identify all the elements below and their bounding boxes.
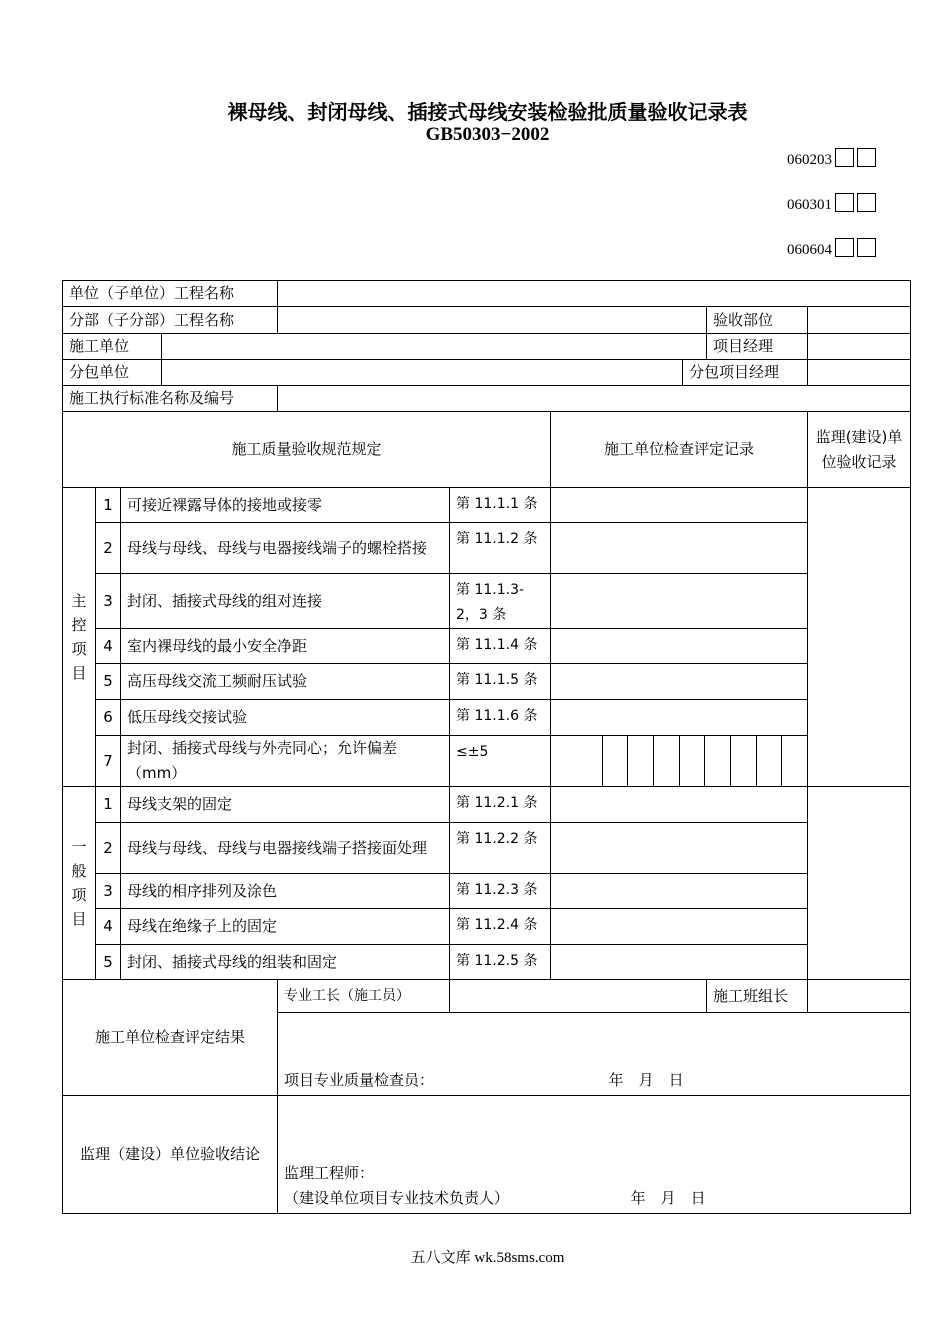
page-title: 裸母线、封闭母线、插接式母线安装检验批质量验收记录表 xyxy=(227,100,748,124)
item-text: 封闭、插接式母线的组装和固定 xyxy=(121,945,450,980)
main-items-label: 主控项目 xyxy=(63,488,96,787)
inspection-record-table xyxy=(62,280,911,1214)
check-record-column-header: 施工单位检查评定记录 xyxy=(551,412,808,488)
unit-project-field[interactable] xyxy=(278,281,911,307)
measurement-cell[interactable] xyxy=(577,736,602,786)
row-number: 3 xyxy=(96,574,121,629)
measurement-cell[interactable] xyxy=(627,736,653,786)
item-clause: 第 11.1.6 条 xyxy=(450,700,551,736)
item-text: 封闭、插接式母线与外壳同心；允许偏差（mm） xyxy=(121,736,450,787)
inspector-label: 项目专业质量检查员： xyxy=(284,1071,435,1089)
conclusion-label: 监理（建设）单位验收结论 xyxy=(63,1096,278,1214)
item-clause: 第 11.2.1 条 xyxy=(450,787,551,823)
spec-column-header: 施工质量验收规范规定 xyxy=(63,412,551,488)
check-record-cell[interactable] xyxy=(551,823,808,874)
checkbox[interactable] xyxy=(857,238,876,257)
construction-unit-label: 施工单位 xyxy=(63,334,162,360)
row-number: 2 xyxy=(96,823,121,874)
row-number: 4 xyxy=(96,909,121,945)
checkbox[interactable] xyxy=(835,193,854,212)
project-manager-label: 项目经理 xyxy=(707,334,808,360)
measurement-cell[interactable] xyxy=(602,736,628,786)
standard-code: GB50303−2002 xyxy=(425,124,550,145)
footer-watermark: 五八文库 wk.58sms.com xyxy=(410,1250,565,1266)
item-text: 母线与母线、母线与电器接线端子的螺栓搭接 xyxy=(121,523,450,574)
checkbox[interactable] xyxy=(835,238,854,257)
check-record-cell[interactable] xyxy=(551,874,808,909)
foreman-label: 专业工长（施工员） xyxy=(278,980,450,1013)
check-record-cell[interactable] xyxy=(551,945,808,980)
item-clause: 第 11.2.5 条 xyxy=(450,945,551,980)
subcontract-unit-field[interactable] xyxy=(162,360,683,386)
result-signature-area[interactable] xyxy=(278,1013,911,1096)
supervision-record-column-header: 监理(建设)单位验收记录 xyxy=(808,412,911,488)
row-number: 3 xyxy=(96,874,121,909)
item-text: 母线的相序排列及涂色 xyxy=(121,874,450,909)
standard-name-label: 施工执行标准名称及编号 xyxy=(63,386,278,412)
supervision-record-cell[interactable] xyxy=(808,787,911,980)
item-text: 高压母线交流工频耐压试验 xyxy=(121,664,450,700)
item-text: 可接近裸露导体的接地或接零 xyxy=(121,488,450,523)
measurement-cell[interactable] xyxy=(679,736,705,786)
row-number: 2 xyxy=(96,523,121,574)
unit-project-label: 单位（子单位）工程名称 xyxy=(63,281,278,307)
row-number: 6 xyxy=(96,700,121,736)
check-record-cell[interactable] xyxy=(551,574,808,629)
team-leader-field[interactable] xyxy=(808,980,911,1013)
result-date: 年 月 日 xyxy=(608,1071,684,1089)
check-record-cell[interactable] xyxy=(551,909,808,945)
division-project-field[interactable] xyxy=(278,307,707,334)
row-number: 5 xyxy=(96,945,121,980)
form-code-3: 060604 xyxy=(787,238,876,259)
item-clause: 第 11.1.2 条 xyxy=(450,523,551,574)
item-text: 母线与母线、母线与电器接线端子搭接面处理 xyxy=(121,823,450,874)
measurement-cell[interactable] xyxy=(730,736,756,786)
engineer-label: 监理工程师： xyxy=(284,1164,375,1182)
check-record-cell[interactable] xyxy=(551,523,808,574)
item-clause: ≤±5 xyxy=(450,736,551,787)
row-number: 4 xyxy=(96,629,121,664)
subcontract-manager-field[interactable] xyxy=(808,360,911,386)
measurement-cell[interactable] xyxy=(653,736,679,786)
form-code-1: 060203 xyxy=(787,148,876,169)
result-label: 施工单位检查评定结果 xyxy=(63,980,278,1096)
supervision-record-cell[interactable] xyxy=(808,488,911,787)
deviation-measurement-cells xyxy=(551,736,808,787)
checkbox[interactable] xyxy=(857,148,876,167)
check-record-cell[interactable] xyxy=(551,629,808,664)
check-record-cell[interactable] xyxy=(551,787,808,823)
form-code-2: 060301 xyxy=(787,193,876,214)
item-clause: 第 11.1.5 条 xyxy=(450,664,551,700)
checkbox[interactable] xyxy=(835,148,854,167)
general-items-label: 一般项目 xyxy=(63,787,96,980)
team-leader-label: 施工班组长 xyxy=(707,980,808,1013)
item-clause: 第 11.2.3 条 xyxy=(450,874,551,909)
project-manager-field[interactable] xyxy=(808,334,911,360)
acceptance-part-field[interactable] xyxy=(808,307,911,334)
row-number: 1 xyxy=(96,488,121,523)
item-text: 母线在绝缘子上的固定 xyxy=(121,909,450,945)
construction-unit-field[interactable] xyxy=(162,334,707,360)
row-number: 1 xyxy=(96,787,121,823)
acceptance-part-label: 验收部位 xyxy=(707,307,808,334)
item-clause: 第 11.2.4 条 xyxy=(450,909,551,945)
check-record-cell[interactable] xyxy=(551,664,808,700)
conclusion-date: 年 月 日 xyxy=(630,1189,706,1207)
conclusion-signature-area[interactable] xyxy=(278,1096,911,1214)
item-clause: 第 11.1.4 条 xyxy=(450,629,551,664)
division-project-label: 分部（子分部）工程名称 xyxy=(63,307,278,334)
item-clause: 第 11.2.2 条 xyxy=(450,823,551,874)
item-clause: 第 11.1.1 条 xyxy=(450,488,551,523)
item-text: 母线支架的固定 xyxy=(121,787,450,823)
item-clause: 第 11.1.3-2，3 条 xyxy=(450,574,551,629)
row-number: 7 xyxy=(96,736,121,787)
row-number: 5 xyxy=(96,664,121,700)
check-record-cell[interactable] xyxy=(551,488,808,523)
measurement-cell[interactable] xyxy=(756,736,782,786)
item-text: 低压母线交接试验 xyxy=(121,700,450,736)
standard-name-field[interactable] xyxy=(278,386,911,412)
item-text: 室内裸母线的最小安全净距 xyxy=(121,629,450,664)
checkbox[interactable] xyxy=(857,193,876,212)
check-record-cell[interactable] xyxy=(551,700,808,736)
owner-rep-label: （建设单位项目专业技术负责人） xyxy=(284,1189,510,1207)
measurement-cell[interactable] xyxy=(704,736,730,786)
subcontract-unit-label: 分包单位 xyxy=(63,360,162,386)
foreman-field[interactable] xyxy=(450,980,707,1013)
subcontract-manager-label: 分包项目经理 xyxy=(683,360,808,386)
item-text: 封闭、插接式母线的组对连接 xyxy=(121,574,450,629)
measurement-cell[interactable] xyxy=(781,736,807,786)
